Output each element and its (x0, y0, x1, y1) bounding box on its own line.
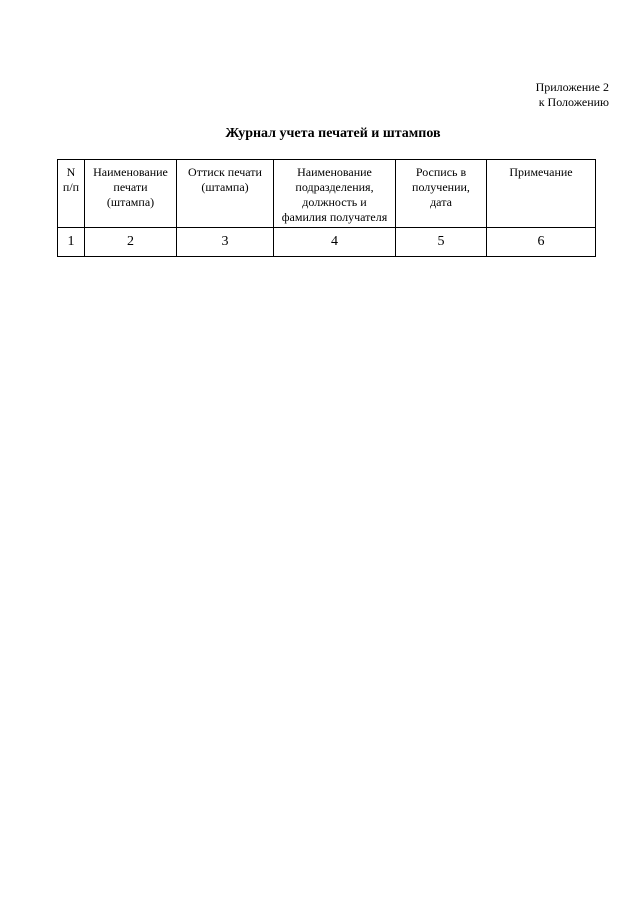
header-text-line: дата (430, 195, 452, 209)
appendix-line-1: Приложение 2 (535, 80, 609, 94)
header-number (58, 160, 85, 228)
header-text-line: должность и (302, 195, 367, 209)
header-text-line: печати (113, 180, 148, 194)
header-text-line: подразделения, (295, 180, 374, 194)
header-text-line: фамилия получателя (281, 210, 388, 224)
header-text-line: Наименование (93, 165, 168, 179)
header-note (487, 160, 596, 228)
appendix-line-2: к Положению (538, 95, 609, 109)
journal-table (57, 159, 596, 257)
header-text-line: получении, (412, 180, 470, 194)
header-recipient (274, 160, 396, 228)
header-text-line: (штампа) (201, 180, 249, 194)
header-text-line: N (66, 165, 76, 179)
appendix-reference (536, 80, 609, 110)
header-text-line: Примечание (509, 165, 573, 179)
column-number-cell: 6 (487, 228, 596, 257)
document-title: Журнал учета печатей и штампов (225, 126, 441, 141)
header-text-line: (штампа) (106, 195, 155, 209)
header-text-line: п/п (62, 180, 80, 194)
header-stamp-name (85, 160, 177, 228)
header-stamp-impression (177, 160, 274, 228)
column-number-cell: 2 (85, 228, 177, 257)
header-text-line: Оттиск печати (188, 165, 262, 179)
header-signature-date (396, 160, 487, 228)
table-header-row (58, 160, 596, 228)
column-number-cell: 3 (177, 228, 274, 257)
header-text-line: Наименование (297, 165, 372, 179)
column-number-cell: 5 (396, 228, 487, 257)
column-number-cell: 4 (274, 228, 396, 257)
table-row (58, 228, 596, 257)
header-text-line: Роспись в (415, 165, 467, 179)
column-number-cell: 1 (58, 228, 85, 257)
